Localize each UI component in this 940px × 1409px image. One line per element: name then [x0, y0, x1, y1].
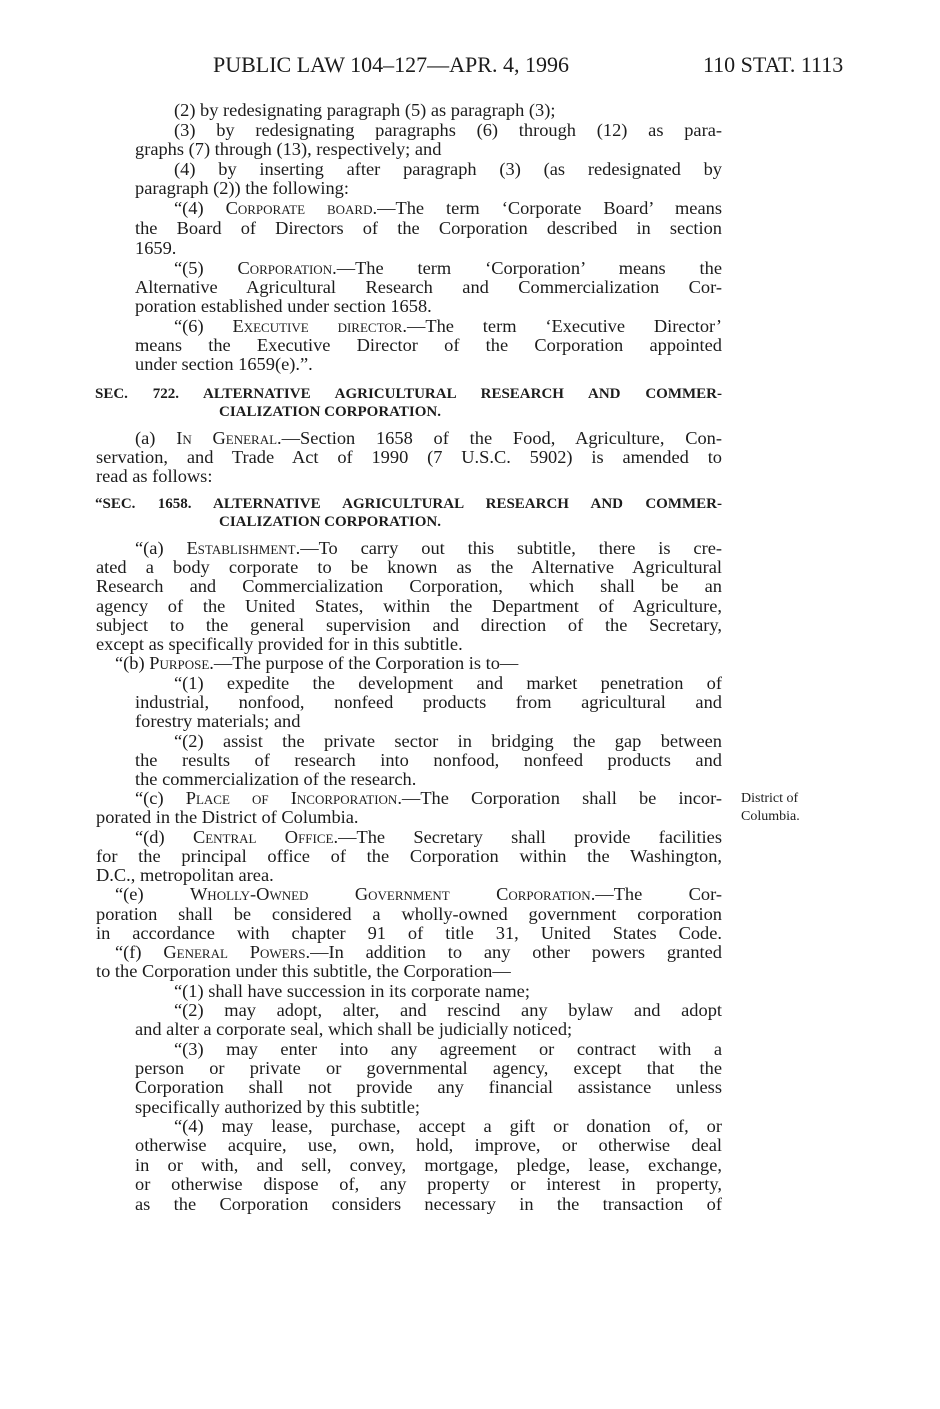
- body-line: “(2) assist the private sector in bridging the gap between: [174, 731, 722, 751]
- body-line: graphs (7) through (13), respectively; and: [135, 139, 442, 159]
- body-line: and alter a corporate seal, which shall be judicially noticed;: [135, 1019, 573, 1039]
- body-line: means the Executive Director of the Corporation appointed: [135, 335, 722, 355]
- body-line: 1659.: [135, 238, 177, 258]
- body-line: [174, 198, 722, 218]
- body-line: agency of the United States, within the Department of Agriculture,: [96, 596, 722, 616]
- body-line: as the Corporation considers necessary in the transaction of: [135, 1194, 722, 1214]
- body-line: [135, 827, 722, 847]
- body-line: “(1) shall have succession in its corporate name;: [174, 981, 530, 1001]
- body-line: to the Corporation under this subtitle, the Corporation—: [96, 961, 511, 981]
- section-heading-line: SEC. 722. ALTERNATIVE AGRICULTURAL RESEARCH AND COMMER-: [95, 386, 722, 402]
- body-line: specifically authorized by this subtitle;: [135, 1097, 420, 1117]
- body-line: read as follows:: [96, 466, 213, 486]
- defined-term-heading: Purpose.: [149, 653, 214, 673]
- body-line: industrial, nonfood, nonfeed products from agricultural and: [135, 692, 722, 712]
- body-line: paragraph (2)) the following:: [135, 178, 349, 198]
- body-line: poration shall be considered a wholly-owned government corporation: [96, 904, 722, 924]
- body-line: [174, 258, 722, 278]
- body-line: Research and Commercialization Corporation, which shall be an: [96, 576, 722, 596]
- section-heading-line: “SEC. 1658. ALTERNATIVE AGRICULTURAL RESEARCH AND COMMER-: [95, 496, 722, 512]
- body-line: Alternative Agricultural Research and Commercialization Cor-: [135, 277, 722, 297]
- body-line: person or private or governmental agency, except that the: [135, 1058, 722, 1078]
- body-line: or otherwise dispose of, any property or interest in property,: [135, 1174, 722, 1194]
- line-text: —The term ‘Corporate Board’ means: [377, 198, 722, 218]
- line-text: —The purpose of the Corporation is to—: [213, 653, 519, 673]
- section-heading-line: CIALIZATION CORPORATION.: [219, 404, 441, 420]
- body-line: [135, 788, 722, 808]
- body-line: [115, 653, 722, 673]
- statute-page-number: 110 STAT. 1113: [703, 52, 844, 77]
- defined-term-heading: In General.: [176, 428, 282, 448]
- line-text: —The term ‘Executive Director’: [406, 316, 722, 336]
- body-line: in accordance with chapter 91 of title 31, United States Code.: [96, 923, 722, 943]
- body-line: the commercialization of the research.: [135, 769, 417, 789]
- body-line: porated in the District of Columbia.: [96, 807, 359, 827]
- line-prefix: “(c): [135, 788, 186, 808]
- line-prefix: “(6): [174, 316, 233, 336]
- defined-term-heading: Wholly-Owned Government Corporation.: [189, 884, 596, 904]
- body-line: (3) by redesignating paragraphs (6) through (12) as para-: [174, 120, 722, 140]
- margin-note-line: District of: [741, 791, 799, 806]
- body-line: for the principal office of the Corporation within the Washington,: [96, 846, 722, 866]
- body-line: “(2) may adopt, alter, and rescind any bylaw and adopt: [174, 1000, 722, 1020]
- margin-note: [741, 790, 800, 826]
- body-line: D.C., metropolitan area.: [96, 865, 274, 885]
- line-text: —The Corporation shall be incor-: [401, 788, 722, 808]
- body-line: [174, 316, 722, 336]
- line-text: —The term ‘Corporation’ means the: [336, 258, 722, 278]
- body-line: the results of research into nonfood, nonfeed products and: [135, 750, 722, 770]
- line-prefix: “(f): [115, 942, 164, 962]
- body-line: in or with, and sell, convey, mortgage, pledge, lease, exchange,: [135, 1155, 722, 1175]
- body-line: servation, and Trade Act of 1990 (7 U.S.C. 5902) is amended to: [96, 447, 722, 467]
- body-line: “(4) may lease, purchase, accept a gift or donation of, or: [174, 1116, 722, 1136]
- line-text: —To carry out this subtitle, there is cre-: [300, 538, 723, 558]
- body-line: poration established under section 1658.: [135, 296, 432, 316]
- line-text: —Section 1658 of the Food, Agriculture, Con-: [281, 428, 722, 448]
- body-line: Corporation shall not provide any financial assistance unless: [135, 1077, 722, 1097]
- body-line: “(1) expedite the development and market penetration of: [174, 673, 722, 693]
- margin-note-line: Columbia.: [741, 809, 800, 824]
- body-line: (4) by inserting after paragraph (3) (as redesignated by: [174, 159, 722, 179]
- defined-term-heading: Corporation.: [237, 258, 337, 278]
- line-prefix: “(e): [115, 884, 190, 904]
- body-line: forestry materials; and: [135, 711, 301, 731]
- body-line: the Board of Directors of the Corporation described in section: [135, 218, 722, 238]
- defined-term-heading: Place of Incorporation.: [185, 788, 402, 808]
- running-head-title: PUBLIC LAW 104–127—APR. 4, 1996: [213, 52, 569, 77]
- section-heading-line: CIALIZATION CORPORATION.: [219, 514, 441, 530]
- body-line: [115, 884, 722, 904]
- line-prefix: (a): [135, 428, 177, 448]
- body-line: under section 1659(e).”.: [135, 354, 313, 374]
- defined-term-heading: Executive director.: [232, 316, 407, 336]
- body-line: except as specifically provided for in this subtitle.: [96, 634, 463, 654]
- body-line: (2) by redesignating paragraph (5) as paragraph (3);: [174, 100, 556, 120]
- line-prefix: “(5): [174, 258, 238, 278]
- defined-term-heading: Corporate board.: [225, 198, 378, 218]
- line-prefix: “(4): [174, 198, 226, 218]
- body-line: otherwise acquire, use, own, hold, improve, or otherwise deal: [135, 1135, 722, 1155]
- body-line: [135, 428, 722, 448]
- line-prefix: “(a): [135, 538, 187, 558]
- body-line: [135, 538, 722, 558]
- body-line: subject to the general supervision and direction of the Secretary,: [96, 615, 722, 635]
- defined-term-heading: Central Office.: [192, 827, 339, 847]
- line-prefix: “(b): [115, 653, 150, 673]
- line-text: —The Cor-: [595, 884, 722, 904]
- line-text: —The Secretary shall provide facilities: [338, 827, 722, 847]
- defined-term-heading: Establishment.: [186, 538, 301, 558]
- body-line: [115, 942, 722, 962]
- line-text: —In addition to any other powers granted: [310, 942, 722, 962]
- body-line: “(3) may enter into any agreement or contract with a: [174, 1039, 722, 1059]
- line-prefix: “(d): [135, 827, 193, 847]
- body-line: ated a body corporate to be known as the Alternative Agricultural: [96, 557, 722, 577]
- defined-term-heading: General Powers.: [163, 942, 311, 962]
